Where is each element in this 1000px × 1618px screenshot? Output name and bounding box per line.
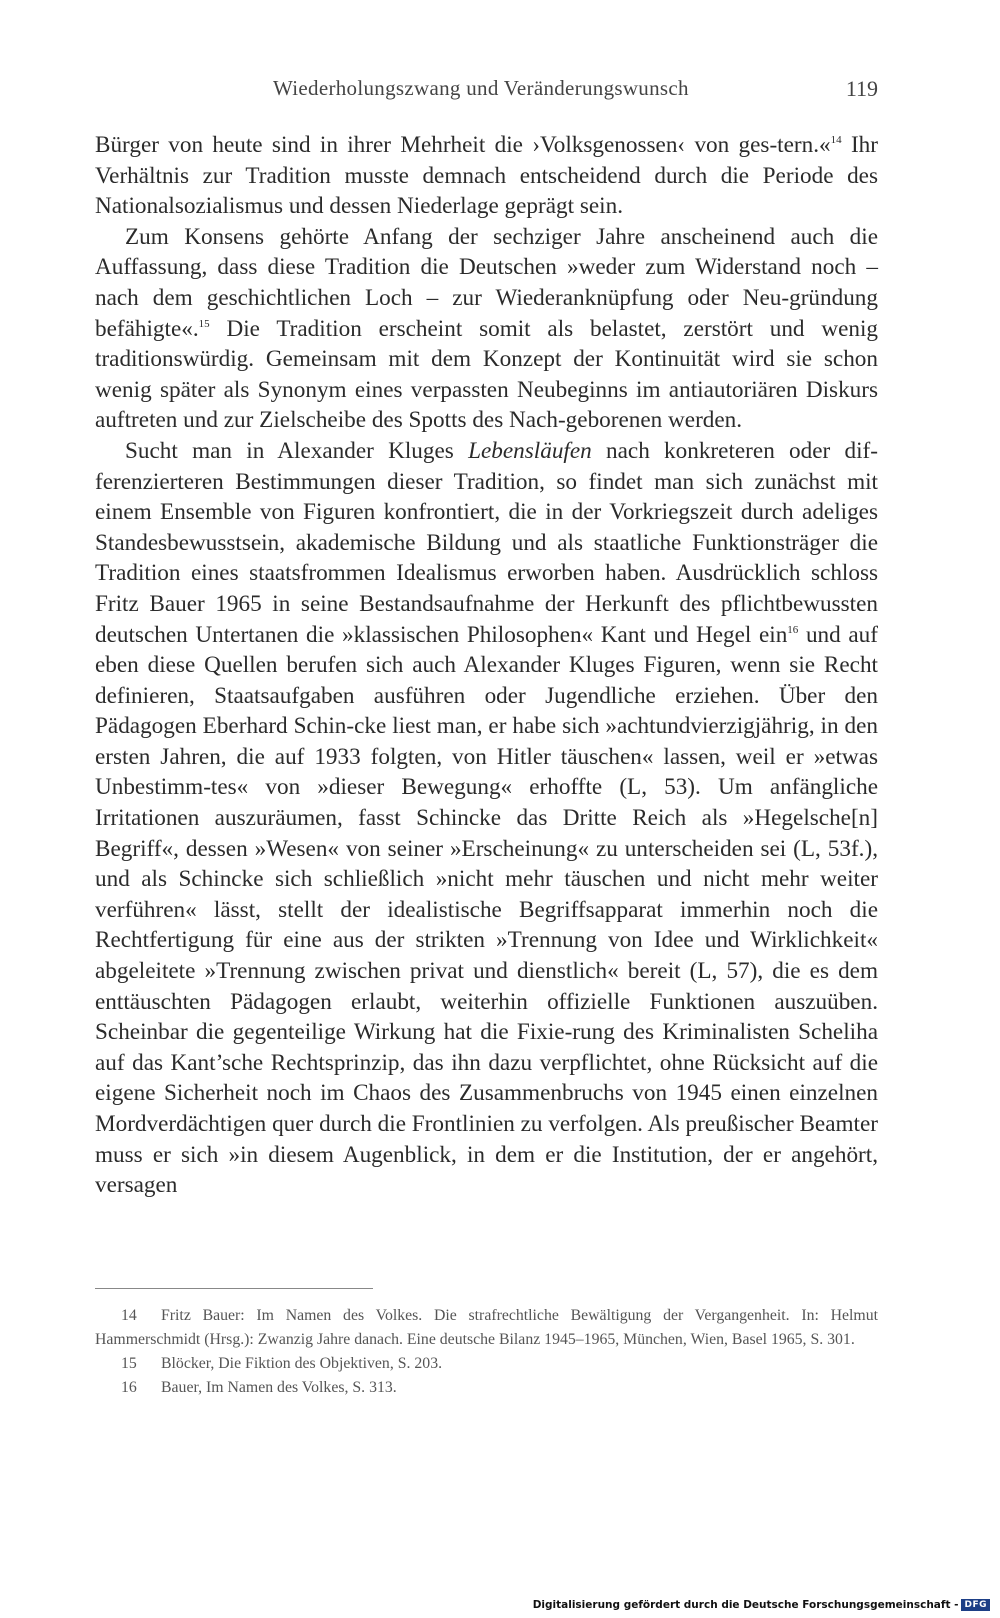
work-title: Lebensläufen	[468, 437, 592, 464]
footnote-ref-14[interactable]: 14	[830, 134, 842, 146]
digitization-credit	[533, 1599, 990, 1611]
footnote-text: Blöcker, Die Fiktion des Objektiven, S. 203.	[161, 1355, 443, 1372]
page-header	[95, 76, 878, 106]
paragraph-2: Zum Konsens gehörte Anfang der sechziger Jahre anscheinend auch die Auffassung, dass diese Tradition die Deutschen »weder zum Widerstand noch – nach dem geschichtlichen Loch – zur Wiederanknüpfung oder Neu-gründung befähigte«.$^{15}$ Die Tradition erscheint somit als belastet, zerstört und wenig traditionswürdig. Gemeinsam mit dem Konzept der Kontinuität wird sie schon wenig später als Synonym eines verpassten Neubeginns im antiautoriären Diskurs auftreten und zur Zielscheibe des Spotts des Nach-geborenen werden.	[95, 223, 878, 434]
footnote-number: 14	[121, 1307, 137, 1324]
paragraph-1: Bürger von heute sind in ihrer Mehrheit die ›Volksgenossen‹ von ges-tern.«$^{14}$ Ihr Verhältnis zur Tradition musste demnach entscheidend durch die Periode des Nationalsozialismus und dessen Niederlage geprägt sein.	[95, 132, 878, 220]
running-head: Wiederholungszwang und Veränderungswunsch	[273, 76, 689, 100]
footnote-15	[95, 1352, 878, 1376]
footnote-number: 15	[121, 1355, 137, 1372]
paragraph-3: Sucht man in Alexander Kluges Lebensläufen nach konkreteren oder dif-ferenzierteren Bestimmungen dieser Tradition, so findet man sich zunächst mit einem Ensemble von Figuren konfrontiert, die in der Vorkriegszeit durch adeliges Standesbewusstsein, akademische Bildung und als staatliche Funktionsträger die Tradition eines staatsfrommen Idealismus erworben haben. Ausdrücklich schloss Fritz Bauer 1965 in seine Bestandsaufnahme der Herkunft des pflichtbewussten deutschen Untertanen die »klassischen Philosophen« Kant und Hegel ein$^{16}$ und auf eben diese Quellen berufen sich auch Alexander Kluges Figuren, wenn sie Recht definieren, Staatsaufgaben ausführen oder Jugendliche erziehen. Über den Pädagogen Eberhard Schin-cke liest man, er habe sich »achtundvierzigjährig, in den ersten Jahren, die auf 1933 folgten, von Hitler täuschen« lassen, weil er »etwas Unbestimm-tes« von »dieser Bewegung« erhoffte (L, 53). Um anfängliche Irritationen auszuräumen, fasst Schincke das Dritte Reich als »Hegelsche[n] Begriff«, dessen »Wesen« von seiner »Erscheinung« zu unterscheiden sei (L, 53f.), und als Schincke sich schließlich »nicht mehr täuschen und nicht mehr weiter verführen« lässt, stellt der idealistische Begriffsapparat immerhin noch die Rechtfertigung für eine aus der strikten »Trennung von Idee und Wirklichkeit« abgeleitete »Trennung zwischen privat und dienstlich« bereit (L, 57), die es dem enttäuschten Pädagogen erlaubt, weiterhin offizielle Funktionen auszuüben. Scheinbar die gegenteilige Wirkung hat die Fixie-rung des Kriminalisten Scheliha auf das Kant’sche Rechtsprinzip, das ihn dazu verpflichtet, ohne Rücksicht auf die eigene Sicherheit noch im Chaos des Zusammenbruchs von 1945 einen einzelnen Mordverdächtigen quer durch die Frontlinien zu verfolgen. Als preußischer Beamter muss er sich »in diesem Augenblick, in dem er die Institution, der er angehört, versagen	[95, 437, 878, 1199]
page-number: 119	[845, 76, 878, 101]
footnote-ref-16[interactable]: 16	[787, 623, 799, 636]
footnote-number: 16	[121, 1379, 137, 1396]
footnote-divider	[95, 1288, 373, 1289]
footnote-14	[95, 1304, 878, 1352]
dfg-logo-icon: DFG	[961, 1599, 990, 1611]
footnote-16	[95, 1376, 878, 1400]
footnote-text: Bauer, Im Namen des Volkes, S. 313.	[161, 1379, 397, 1396]
footnote-text: Fritz Bauer: Im Namen des Volkes. Die strafrechtliche Bewältigung der Vergangenheit. In: Helmut Hammerschmidt (Hrsg.): Zwanzig Jahre danach. Eine deutsche Bilanz 1945–1965, München, Wien, Basel 1965, S. 301.	[95, 1307, 878, 1348]
footnote-ref-15[interactable]: 15	[198, 317, 210, 330]
footnotes	[95, 1304, 878, 1400]
credit-text: Digitalisierung gefördert durch die Deutsche Forschungsgemeinschaft -	[532, 1599, 959, 1611]
body-text	[95, 130, 878, 1201]
